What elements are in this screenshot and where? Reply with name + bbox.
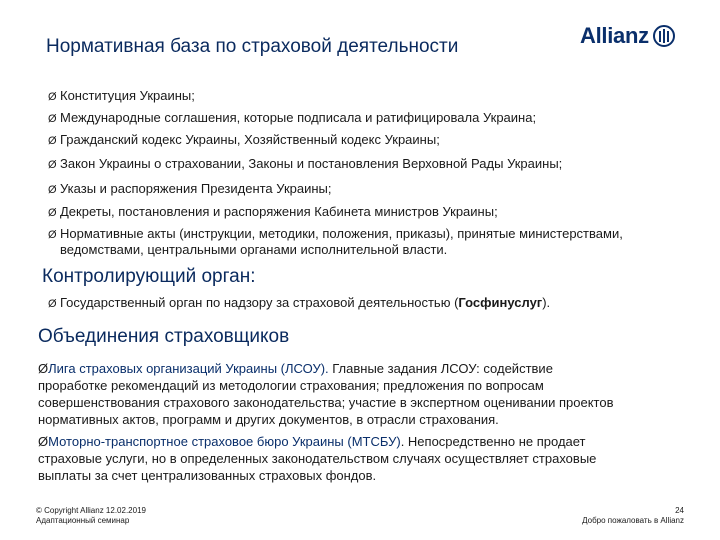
list-item: Ø Международные соглашения, которые подписала и ратифицировала Украина; — [48, 110, 537, 125]
arrow-bullet-icon: Ø — [48, 207, 57, 219]
footer-copyright: © Copyright Allianz 12.02.2019 — [36, 506, 146, 515]
footer-right — [582, 506, 684, 526]
list-item: Ø Гражданский кодекс Украины, Хозяйственный кодекс Украины; — [48, 132, 440, 147]
list-item: Ø Нормативные акты (инструкции, методики, положения, приказы), принятые министерствами, — [48, 226, 623, 241]
list-item-continuation: ведомствами, центральными органами исполнительной власти. — [60, 242, 448, 257]
control-heading: Контролирующий орган: — [42, 266, 256, 287]
list-item: Ø Указы и распоряжения Президента Украины; — [48, 181, 332, 196]
arrow-bullet-icon: Ø — [48, 91, 57, 103]
allianz-logo — [580, 22, 688, 50]
allianz-logo-icon — [653, 25, 675, 47]
arrow-bullet-icon: Ø — [38, 361, 49, 376]
list-item: Ø Декреты, постановления и распоряжения Кабинета министров Украины; — [48, 204, 498, 219]
paragraph-lsou: ØЛига страховых организаций Украины (ЛСОУ). Главные задания ЛСОУ: содействие проработке рекомендаций из методологии страхования; предложения по вопросам совершенствования страхового законодательства; участие в экспертном оценивании проектов нормативных актов, программ и других документов, в отрасли страхования. — [38, 361, 614, 427]
arrow-bullet-icon: Ø — [48, 113, 57, 125]
associations-heading: Объединения страховщиков — [38, 326, 290, 347]
arrow-bullet-icon: Ø — [48, 229, 57, 241]
arrow-bullet-icon: Ø — [48, 159, 57, 171]
footer-welcome: Добро пожаловать в Allianz — [582, 516, 684, 525]
arrow-bullet-icon: Ø — [38, 434, 49, 449]
list-item: Ø Закон Украины о страховании, Законы и постановления Верховной Рады Украины; — [48, 156, 563, 171]
page-title: Нормативная база по страховой деятельности — [46, 36, 459, 57]
list-item: Ø Конституция Украины; — [48, 88, 195, 103]
logo-text: Allianz — [580, 23, 649, 48]
footer-left — [36, 506, 146, 526]
page-number: 24 — [675, 506, 684, 515]
paragraph-mtsbu: ØМоторно-транспортное страховое бюро Украины (МТСБУ). Непосредственно не продает страховые услуги, но в определенных законодательством случаях осуществляет страховые выплаты за счет централизованных страховых фондов. — [38, 434, 597, 483]
arrow-bullet-icon: Ø — [48, 298, 57, 310]
arrow-bullet-icon: Ø — [48, 184, 57, 196]
arrow-bullet-icon: Ø — [48, 135, 57, 147]
list-item: Ø Государственный орган по надзору за страховой деятельностью (Госфинуслуг). — [48, 295, 551, 310]
footer-seminar: Адаптационный семинар — [36, 516, 130, 525]
